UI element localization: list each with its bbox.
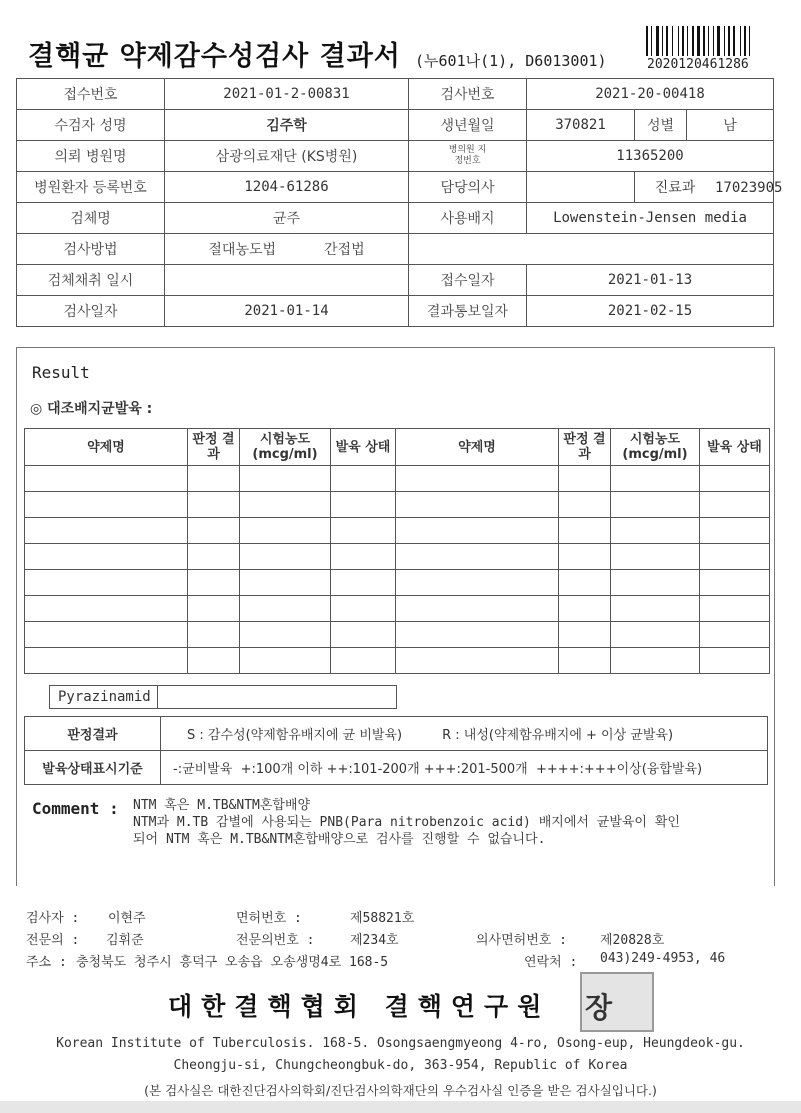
table-cell <box>559 492 611 518</box>
table-row <box>25 622 770 648</box>
judgement-text <box>161 717 768 751</box>
table-row <box>25 751 768 785</box>
method-cell <box>165 234 409 265</box>
table-cell <box>396 648 559 674</box>
drug-result-table <box>24 428 770 674</box>
table-cell <box>25 648 188 674</box>
legend-table <box>24 716 768 785</box>
report-date: 2021-02-15 <box>527 296 774 327</box>
table-cell <box>331 596 396 622</box>
comment-line: NTM과 M.TB 감별에 사용되는 PNB(Para nitrobenzoic acid) 배지에서 균발육이 확인 <box>133 815 680 830</box>
table-cell <box>240 648 331 674</box>
table-cell <box>240 622 331 648</box>
table-cell <box>331 544 396 570</box>
barcode <box>646 26 764 56</box>
reception-date: 2021-01-13 <box>527 265 774 296</box>
table-cell <box>396 570 559 596</box>
doctor-label: 담당의사 <box>409 172 527 203</box>
barcode-bar <box>713 26 714 56</box>
hospital-name: 삼광의료재단 (KS병원) <box>165 141 409 172</box>
table-row <box>25 544 770 570</box>
table-cell <box>240 492 331 518</box>
table-row <box>17 79 774 110</box>
column-header: 시험농도 (mcg/ml) <box>611 429 700 466</box>
barcode-number: 2020120461286 <box>647 57 749 72</box>
table-row <box>17 203 774 234</box>
column-header: 발육 상태 <box>331 429 396 466</box>
table-cell <box>559 466 611 492</box>
table-row <box>17 265 774 296</box>
bottom-bar <box>0 1101 801 1113</box>
license-label: 면허번호 : <box>236 911 302 926</box>
table-cell <box>188 648 240 674</box>
pyrazinamide-value <box>158 686 397 709</box>
hospital-label: 의뢰 병원명 <box>17 141 165 172</box>
judgement-label: 판정결과 <box>25 717 161 751</box>
table-row <box>25 518 770 544</box>
column-header: 판정 결과 <box>559 429 611 466</box>
column-header: 시험농도 (mcg/ml) <box>240 429 331 466</box>
seal-character: 장 <box>585 991 613 1024</box>
specialist-no-label: 전문의번호 : <box>236 933 315 948</box>
table-cell <box>700 492 770 518</box>
barcode-bar <box>708 26 709 56</box>
table-cell <box>611 492 700 518</box>
table-cell <box>25 466 188 492</box>
column-header: 약제명 <box>396 429 559 466</box>
table-cell <box>611 570 700 596</box>
address: 충청북도 청주시 흥덕구 오송읍 오송생명4로 168-5 <box>76 955 389 970</box>
table-cell <box>188 544 240 570</box>
table-row <box>17 296 774 327</box>
table-cell <box>188 622 240 648</box>
table-row <box>25 466 770 492</box>
table-cell <box>700 544 770 570</box>
table-cell <box>559 596 611 622</box>
table-cell <box>240 466 331 492</box>
column-header: 판정 결과 <box>188 429 240 466</box>
comment-label: Comment : <box>32 799 119 818</box>
barcode-bar <box>672 26 673 56</box>
exam-date-label: 검사일자 <box>17 296 165 327</box>
barcode-bar <box>646 26 648 56</box>
specialist-label: 전문의 : <box>26 933 80 948</box>
table-cell <box>611 622 700 648</box>
doctor-name <box>527 172 635 203</box>
table-cell <box>331 518 396 544</box>
table-cell <box>240 518 331 544</box>
table-cell <box>559 570 611 596</box>
license-number: 제58821호 <box>350 911 415 926</box>
table-cell <box>700 596 770 622</box>
column-header: 약제명 <box>25 429 188 466</box>
exam-no: 2021-20-00418 <box>527 79 774 110</box>
table-cell <box>559 518 611 544</box>
patient-name: 김주학 <box>165 110 409 141</box>
department-cell <box>635 172 783 203</box>
table-cell <box>188 596 240 622</box>
table-row <box>17 141 774 172</box>
barcode-bar <box>687 26 688 56</box>
barcode-bar <box>744 26 746 56</box>
drug-table-body <box>25 466 770 674</box>
table-cell <box>240 570 331 596</box>
examiner-label: 검사자 : <box>26 911 80 926</box>
barcode-bar <box>651 26 652 56</box>
reception-no-label: 접수번호 <box>17 79 165 110</box>
table-cell <box>25 570 188 596</box>
table-cell <box>396 596 559 622</box>
barcode-bar <box>749 26 750 56</box>
collection-date <box>165 265 409 296</box>
table-cell <box>25 622 188 648</box>
barcode-bar <box>662 26 663 56</box>
table-cell <box>611 544 700 570</box>
table-cell <box>331 466 396 492</box>
specimen: 균주 <box>165 203 409 234</box>
doctor-license-label: 의사면허번호 : <box>476 933 568 948</box>
table-row <box>25 648 770 674</box>
method-absolute: 절대농도법 <box>208 242 277 258</box>
document-title: 결핵균 약제감수성검사 결과서 <box>28 41 401 72</box>
department: 17023905 <box>715 180 783 196</box>
patient-name-label: 수검자 성명 <box>17 110 165 141</box>
barcode-bar <box>740 26 741 56</box>
empty-cell <box>409 234 774 265</box>
exam-no-label: 검사번호 <box>409 79 527 110</box>
institute-address-en-line2: Cheongju-si, Chungcheongbuk-do, 363-954, Republic of Korea <box>173 1058 628 1073</box>
medium-label: 사용배지 <box>409 203 527 234</box>
exam-date: 2021-01-14 <box>165 296 409 327</box>
barcode-bar <box>733 26 735 56</box>
table-cell <box>188 466 240 492</box>
table-cell <box>331 622 396 648</box>
reception-no: 2021-01-2-00831 <box>165 79 409 110</box>
contact-label: 연락처 : <box>524 955 578 970</box>
table-cell <box>25 596 188 622</box>
table-cell <box>396 492 559 518</box>
growth-label: 발육상태표시기준 <box>25 751 161 785</box>
specialist-name: 김휘준 <box>106 933 144 948</box>
table-cell <box>331 648 396 674</box>
barcode-bar <box>692 26 694 56</box>
table-cell <box>188 570 240 596</box>
table-cell <box>188 492 240 518</box>
collection-date-label: 검체채취 일시 <box>17 265 165 296</box>
barcode-bar <box>682 26 684 56</box>
contact: 043)249-4953, 46 <box>600 951 726 966</box>
report-date-label: 결과통보일자 <box>409 296 527 327</box>
sex: 남 <box>687 110 774 141</box>
table-cell <box>700 648 770 674</box>
table-cell <box>559 622 611 648</box>
table-row <box>25 596 770 622</box>
table-row <box>17 110 774 141</box>
examiner-name: 이현주 <box>108 911 146 926</box>
comment-line: NTM 혹은 M.TB&NTM혼합배양 <box>133 798 311 813</box>
table-cell <box>700 466 770 492</box>
table-cell <box>188 518 240 544</box>
birth-label: 생년월일 <box>409 110 527 141</box>
method-label: 검사방법 <box>17 234 165 265</box>
growth-text: -:균비발육 +:100개 이하 ++:101-200개 +++:201-500개 ++++:+++이상(융합발육) <box>161 751 768 785</box>
table-row <box>25 492 770 518</box>
table-row <box>17 234 774 265</box>
table-header-row <box>25 429 770 466</box>
reception-date-label: 접수일자 <box>409 265 527 296</box>
table-cell <box>611 466 700 492</box>
judgement-s: S : 감수성(약제함유배지에 균 비발육) <box>187 728 403 743</box>
judgement-r: R : 내성(약제함유배지에 + 이상 균발육) <box>442 728 674 743</box>
barcode-bar <box>703 26 705 56</box>
patient-info-table <box>16 78 783 327</box>
table-cell <box>331 570 396 596</box>
pyrazinamide-row <box>49 685 397 709</box>
barcode-bar <box>728 26 730 56</box>
address-label: 주소 : <box>26 955 67 970</box>
certification-note: (본 검사실은 대한진단검사의학회/진단검사의학재단의 우수검사실 인증을 받은 검사실입니다.) <box>144 1083 657 1098</box>
comment-text <box>133 797 680 848</box>
table-cell <box>396 544 559 570</box>
barcode-bar <box>724 26 725 56</box>
table-cell <box>611 518 700 544</box>
method-indirect: 간접법 <box>324 242 365 258</box>
table-cell <box>25 492 188 518</box>
document-code: (누601나(1), D6013001) <box>415 52 607 70</box>
table-cell <box>611 648 700 674</box>
table-row <box>25 717 768 751</box>
result-label: Result <box>32 363 90 382</box>
barcode-bar <box>666 26 668 56</box>
table-cell <box>396 466 559 492</box>
hospital-code: 11365200 <box>527 141 774 172</box>
table-cell <box>559 648 611 674</box>
control-medium-growth-label: ◎ 대조배지균발육 : <box>30 401 153 417</box>
barcode-bar <box>697 26 700 56</box>
barcode-bar <box>717 26 720 56</box>
barcode-bar <box>656 26 659 56</box>
hospital-code-label: 병의원 지정번호 <box>409 141 527 172</box>
table-cell <box>240 544 331 570</box>
specialist-number: 제234호 <box>350 933 399 948</box>
doctor-license-number: 제20828호 <box>600 933 665 948</box>
table-cell <box>700 518 770 544</box>
department-label: 진료과 <box>654 180 696 196</box>
table-cell <box>700 570 770 596</box>
comment-line: 되어 NTM 혹은 M.TB&NTM혼합배양으로 검사를 진행할 수 없습니다. <box>133 832 546 847</box>
table-cell <box>240 596 331 622</box>
medium: Lowenstein-Jensen media <box>527 203 774 234</box>
pyrazinamide-label: Pyrazinamid <box>50 686 158 709</box>
specimen-label: 검체명 <box>17 203 165 234</box>
table-cell <box>25 544 188 570</box>
column-header: 발육 상태 <box>700 429 770 466</box>
table-cell <box>396 622 559 648</box>
birth-date: 370821 <box>527 110 635 141</box>
barcode-bar <box>678 26 679 56</box>
hospital-patient-no-label: 병원환자 등록번호 <box>17 172 165 203</box>
hospital-patient-no: 1204-61286 <box>165 172 409 203</box>
institute-name: 대한결핵협회 결핵연구원 <box>168 992 551 1021</box>
table-cell <box>396 518 559 544</box>
table-cell <box>611 596 700 622</box>
table-cell <box>700 622 770 648</box>
table-cell <box>25 518 188 544</box>
table-cell <box>559 544 611 570</box>
institute-address-en-line1: Korean Institute of Tuberculosis. 168-5. Osongsaengmyeong 4-ro, Osong-eup, Heungdeok-gu. <box>56 1036 745 1051</box>
table-row <box>25 570 770 596</box>
table-row <box>17 172 774 203</box>
sex-label: 성별 <box>635 110 687 141</box>
table-cell <box>331 492 396 518</box>
